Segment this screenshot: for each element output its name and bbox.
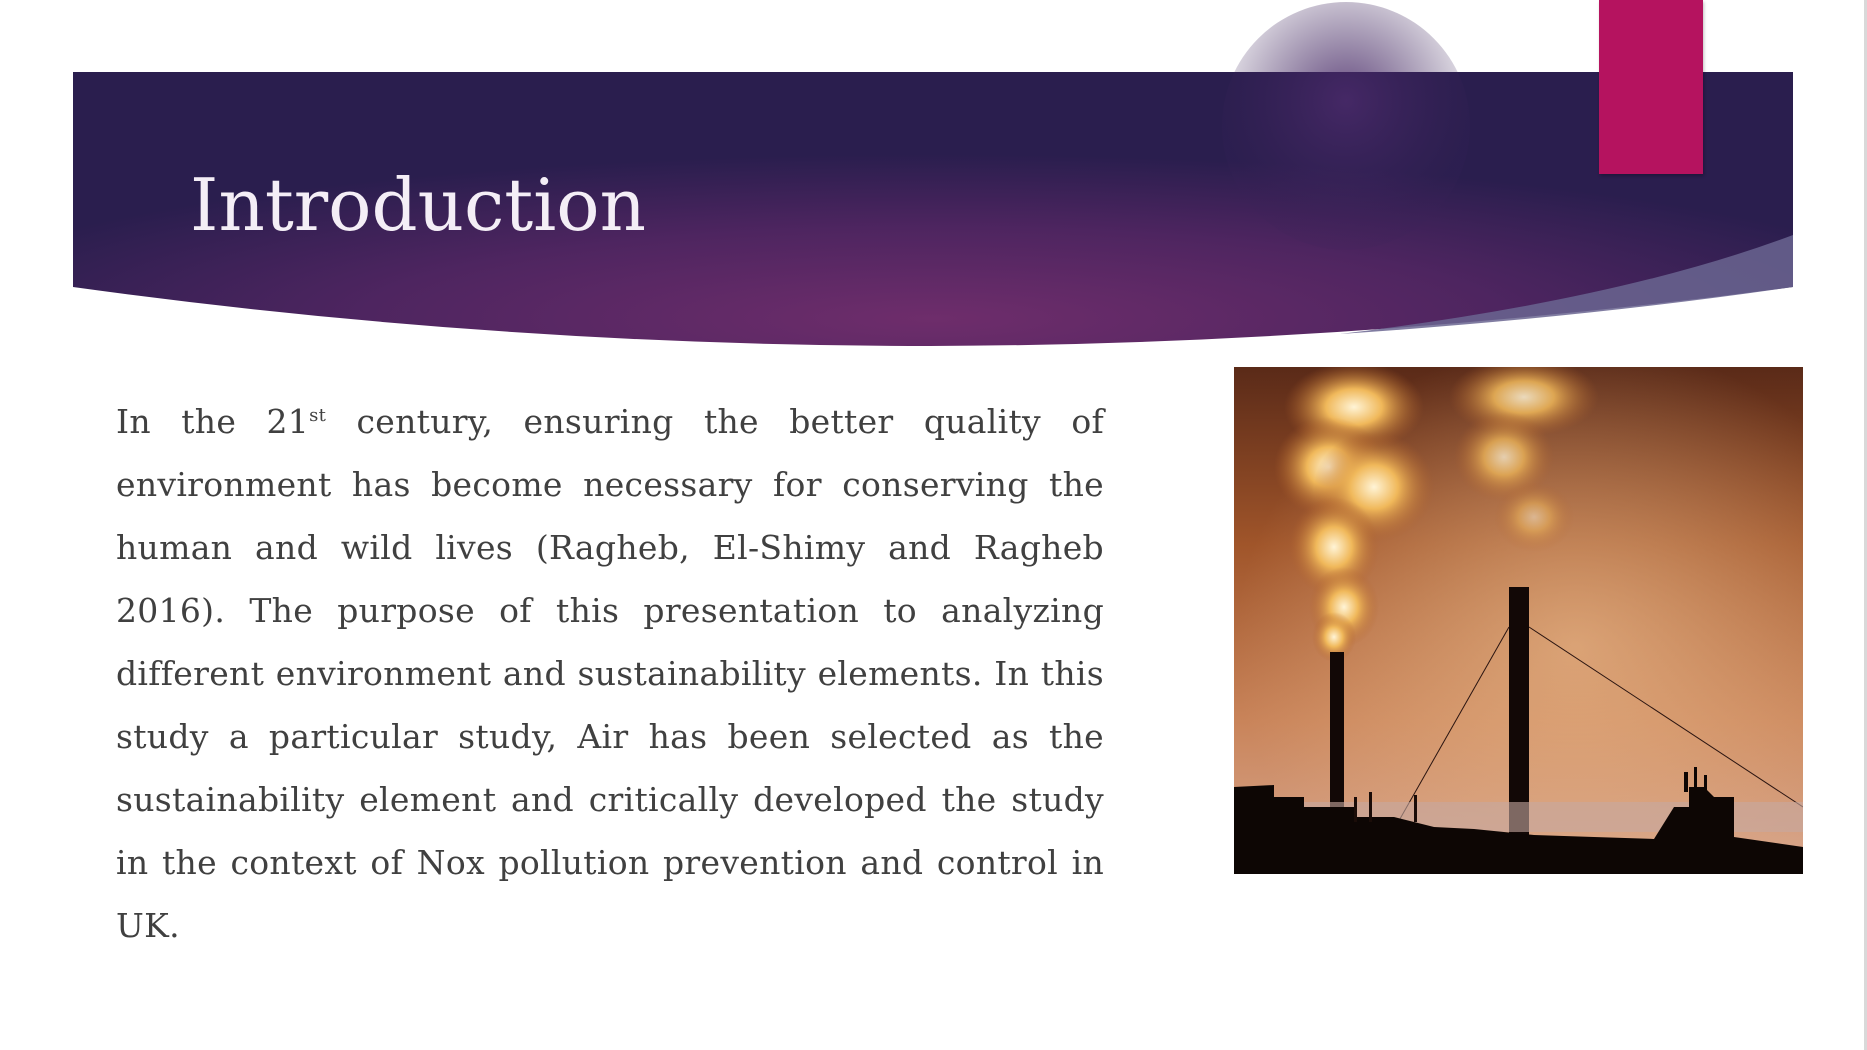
body-paragraph [116,390,1104,957]
body-text-start: In the 21 [116,402,310,441]
ordinal-superscript: st [309,405,327,426]
smokestack-photo [1234,367,1803,874]
slide-title: Introduction [190,163,646,247]
accent-tab [1599,0,1703,174]
body-text-rest: century, ensuring the better quality of environment has become necessary for conserving the human and wild lives (Ragheb, El-Shimy and Ragheb 2016). The purpose of this presentation to analyzing different environment and sustainability elements. In this study a particular study, Air has been selected as the sustainability element and critically developed the study in the context of Nox pollution prevention and control in UK. [116,402,1104,945]
